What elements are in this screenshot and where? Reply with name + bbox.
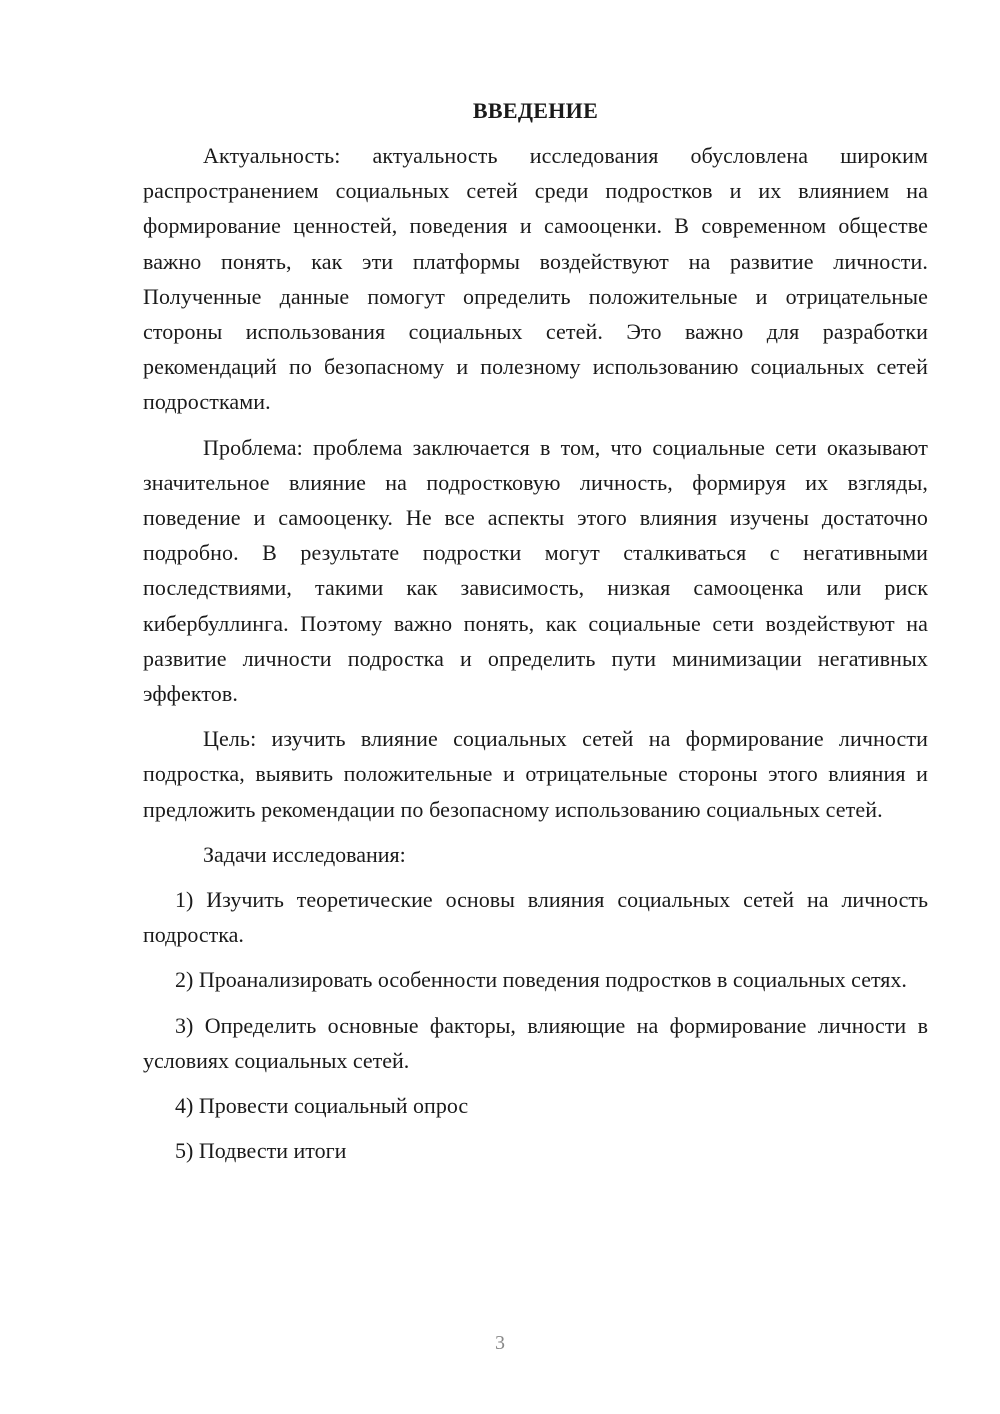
task-item-4: 4) Провести социальный опрос xyxy=(175,1093,469,1119)
section-heading: ВВЕДЕНИЕ xyxy=(472,98,599,123)
page-number: 3 xyxy=(495,1332,505,1354)
document-page xyxy=(143,96,928,1168)
paragraph-goal: Цель: изучить влияние социальных сетей на формирование личности подростка, выявить положительные и отрицательные стороны этого влияния и предложить рекомендации по безопасному использованию социальных сетей. xyxy=(143,726,928,822)
task-item-1: 1) Изучить теоретические основы влияния социальных сетей на личность подростка. xyxy=(143,887,928,948)
paragraph-relevance: Актуальность: актуальность исследования обусловлена широким распространением социальных сетей среди подростков и их влиянием на формирование ценностей, поведения и самооценки. В современном обществе важно понять, как эти платформы воздействуют на развитие личности. Полученные данные помогут определить положительные и отрицательные стороны использования социальных сетей. Это важно для разработки рекомендаций по безопасному и полезному использованию социальных сетей подростками. xyxy=(143,143,928,415)
paragraph-problem: Проблема: проблема заключается в том, что социальные сети оказывают значительное влияние на подростковую личность, формируя их взгляды, поведение и самооценку. Не все аспекты этого влияния изучены достаточно подробно. В результате подростки могут сталкиваться с негативными последствиями, такими как зависимость, низкая самооценка или риск кибербуллинга. Поэтому важно понять, как социальные сети воздействуют на развитие личности подростка и определить пути минимизации негативных эффектов. xyxy=(143,434,928,707)
task-item-3: 3) Определить основные факторы, влияющие на формирование личности в условиях социальных сетей. xyxy=(143,1012,928,1073)
tasks-label: Задачи исследования: xyxy=(203,841,406,867)
task-item-2: 2) Проанализировать особенности поведения подростков в социальных сетях. xyxy=(175,967,907,993)
task-item-5: 5) Подвести итоги xyxy=(175,1138,347,1164)
